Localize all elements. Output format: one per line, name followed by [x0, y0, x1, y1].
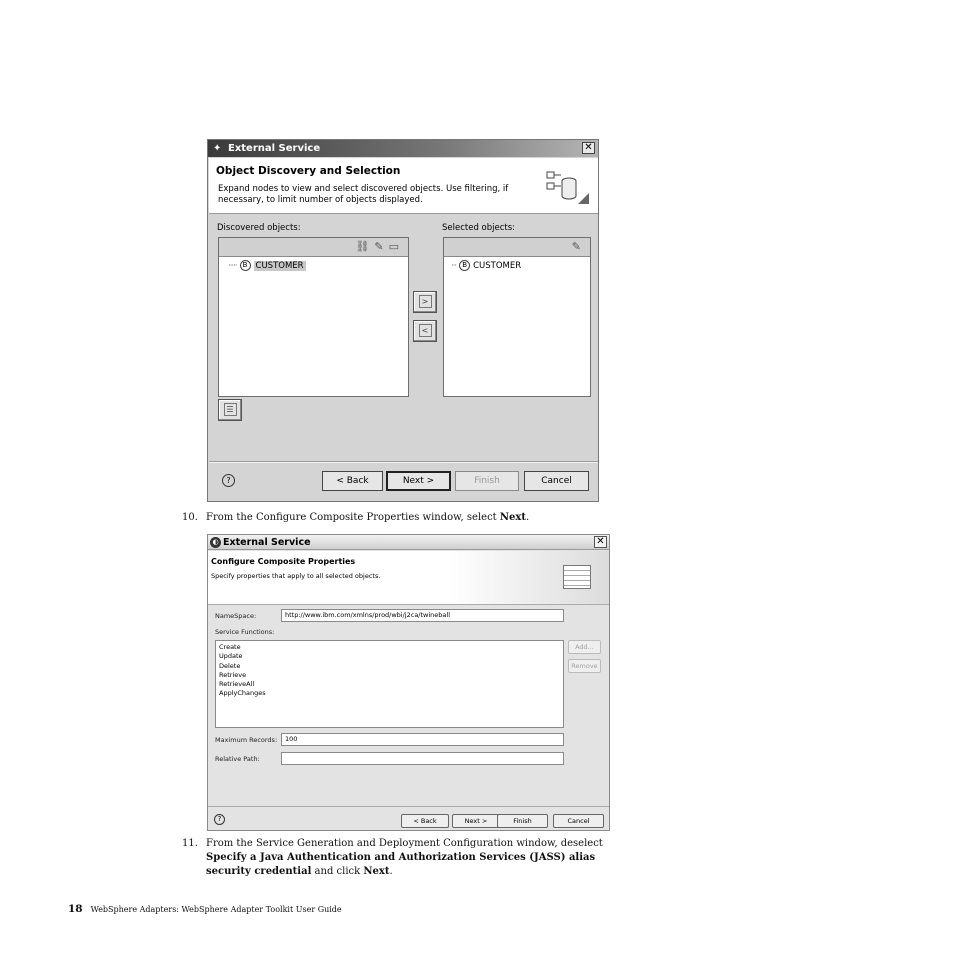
- list-icon: ☰: [224, 403, 237, 416]
- list-item[interactable]: Delete: [219, 661, 241, 670]
- namespace-field[interactable]: http://www.ibm.com/xmlns/prod/wbi/j2ca/twineball: [281, 609, 564, 622]
- external-service-icon: ◐: [210, 537, 221, 548]
- close-icon[interactable]: ✕: [582, 142, 595, 154]
- page-title: Object Discovery and Selection: [216, 165, 401, 177]
- list-item[interactable]: Create: [219, 643, 241, 651]
- relative-path-label: Relative Path:: [215, 755, 260, 763]
- page-footer: [68, 903, 342, 915]
- step-11-text: 11. From the Service Generation and Deployment Configuration window, deselect Specify a Java Authentication and Authorization Services (JASS) alias security credential and click Next.: [182, 838, 603, 877]
- business-object-icon: B: [459, 260, 470, 271]
- finish-button[interactable]: Finish: [497, 814, 548, 828]
- edit-query-icon[interactable]: ✎: [374, 240, 389, 253]
- list-item[interactable]: RetrieveAll: [219, 680, 255, 689]
- discovered-toolbar: [219, 238, 408, 257]
- filter-icon[interactable]: ⛓: [355, 240, 375, 253]
- next-button[interactable]: Next >: [452, 814, 500, 828]
- dialog-titlebar: [208, 140, 598, 157]
- discovered-objects-tree[interactable]: [218, 237, 409, 397]
- tree-node-label: CUSTOMER: [255, 260, 304, 271]
- selected-toolbar: [444, 238, 590, 257]
- discovered-objects-label: Discovered objects:: [217, 223, 301, 233]
- help-icon[interactable]: ?: [214, 814, 225, 825]
- dialog-title: External Service: [223, 537, 311, 548]
- remove-from-selected-button[interactable]: <: [413, 320, 437, 342]
- separator: [209, 461, 598, 463]
- cancel-button[interactable]: Cancel: [524, 471, 589, 491]
- close-icon[interactable]: ✕: [594, 536, 607, 548]
- dialog-titlebar: [208, 535, 609, 550]
- separator: [208, 806, 609, 807]
- finish-button[interactable]: Finish: [455, 471, 519, 491]
- page-number: 18: [68, 903, 83, 915]
- next-button[interactable]: Next >: [386, 471, 451, 491]
- page-description: Specify properties that apply to all selected objects.: [211, 572, 381, 580]
- step-10-text: 10. From the Configure Composite Properties window, select Next.: [182, 512, 530, 523]
- business-object-icon: B: [240, 260, 251, 271]
- list-item[interactable]: Retrieve: [219, 670, 247, 679]
- namespace-label: NameSpace:: [215, 612, 257, 620]
- remove-button[interactable]: Remove: [568, 659, 601, 673]
- selected-objects-label: Selected objects:: [442, 223, 516, 233]
- wizard-header: [208, 551, 609, 605]
- page-title: Configure Composite Properties: [211, 557, 356, 566]
- external-service-icon: ✦: [213, 143, 222, 154]
- configure-composite-properties-dialog: [207, 534, 610, 831]
- back-button[interactable]: < Back: [322, 471, 383, 491]
- wizard-header: [209, 158, 598, 214]
- edit-icon[interactable]: ✎: [571, 240, 586, 253]
- tree-node[interactable]: ····· B CUSTOMER: [228, 260, 304, 271]
- service-functions-label: Service Functions:: [215, 628, 275, 636]
- properties-icon[interactable]: ▭: [388, 240, 404, 253]
- back-button[interactable]: < Back: [401, 814, 449, 828]
- properties-table-icon: [563, 565, 591, 589]
- list-item[interactable]: ··· B CUSTOMER: [451, 260, 522, 271]
- page-description: Expand nodes to view and select discovered objects. Use filtering, if necessary, to limit number of objects displayed.: [218, 184, 509, 205]
- add-button[interactable]: Add...: [568, 640, 601, 654]
- maximum-records-label: Maximum Records:: [215, 736, 278, 744]
- relative-path-field[interactable]: [281, 752, 564, 765]
- add-to-selected-button[interactable]: >: [413, 291, 437, 313]
- dialog-title: External Service: [228, 143, 321, 154]
- discovery-banner-icon: [545, 166, 590, 206]
- maximum-records-field[interactable]: 100: [281, 733, 564, 746]
- object-discovery-dialog: [207, 139, 599, 502]
- list-item-label: CUSTOMER: [473, 260, 522, 271]
- footer-text: WebSphere Adapters: WebSphere Adapter Toolkit User Guide: [90, 905, 342, 914]
- help-icon[interactable]: ?: [222, 474, 235, 487]
- list-item[interactable]: Update: [219, 652, 243, 661]
- show-details-button[interactable]: [218, 399, 242, 421]
- selected-objects-list[interactable]: [443, 237, 591, 397]
- cancel-button[interactable]: Cancel: [553, 814, 604, 828]
- list-item[interactable]: ApplyChanges: [219, 689, 266, 698]
- service-functions-list[interactable]: [215, 640, 564, 728]
